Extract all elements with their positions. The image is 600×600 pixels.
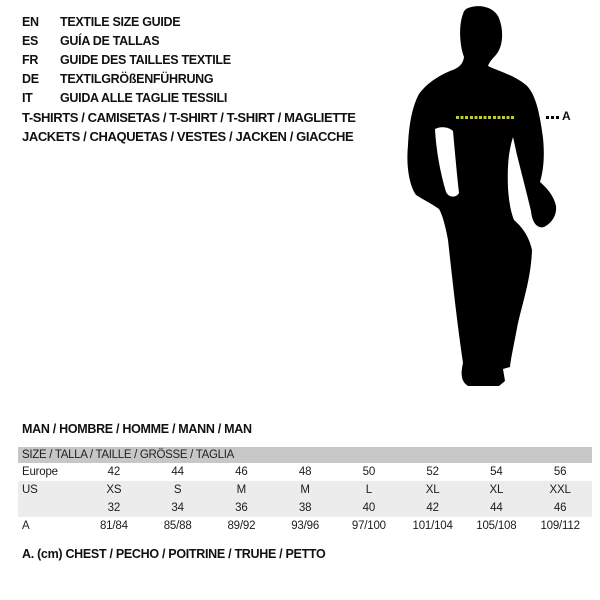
language-row-en (22, 12, 231, 31)
size-table-grid (18, 463, 592, 535)
category-list (22, 108, 356, 146)
measure-label-a: A (562, 109, 571, 123)
language-title: TEXTILGRÖßENFÜHRUNG (60, 71, 214, 86)
size-value: 109/112 (540, 520, 580, 532)
footnote-chest-measure: A. (cm) CHEST / PECHO / POITRINE / TRUHE / PETTO (22, 547, 326, 561)
size-value: L (337, 481, 401, 499)
size-value: 40 (337, 499, 401, 517)
language-row-it (22, 88, 231, 107)
section-label-man: MAN / HOMBRE / HOMME / MANN / MAN (22, 422, 252, 436)
size-value: 54 (490, 466, 503, 478)
row-label: A (22, 520, 30, 532)
language-list (22, 12, 231, 107)
row-label: Europe (22, 466, 58, 478)
size-value: 89/92 (227, 520, 256, 532)
size-value: 85/88 (163, 520, 192, 532)
size-value: 32 (82, 499, 146, 517)
chest-measure-dashed-line (456, 116, 516, 119)
size-value: 46 (235, 466, 248, 478)
size-value: 52 (426, 466, 439, 478)
size-value: XXL (528, 481, 592, 499)
language-code: IT (22, 90, 33, 105)
size-value: XS (82, 481, 146, 499)
size-value: XL (401, 481, 465, 499)
language-title: GUIDE DES TAILLES TEXTILE (60, 52, 231, 67)
size-value: M (273, 481, 337, 499)
category-tshirts: T-SHIRTS / CAMISETAS / T-SHIRT / T-SHIRT / MAGLIETTE (22, 110, 356, 125)
size-value: 38 (273, 499, 337, 517)
row-label: US (18, 481, 82, 499)
left-arm-gap (435, 127, 459, 196)
size-table (18, 447, 592, 535)
size-value: 48 (298, 466, 312, 478)
man-silhouette-body (407, 6, 556, 386)
size-value: 44 (465, 499, 529, 517)
size-value: 97/100 (351, 520, 386, 532)
category-jackets: JACKETS / CHAQUETAS / VESTES / JACKEN / GIACCHE (22, 129, 354, 144)
language-code: DE (22, 71, 39, 86)
measure-leader-dashes (546, 116, 559, 119)
size-value: 50 (362, 466, 376, 478)
size-value: S (146, 481, 210, 499)
language-row-de (22, 69, 231, 88)
language-row-fr (22, 50, 231, 69)
language-row-es (22, 31, 231, 50)
size-value: 44 (171, 466, 184, 478)
size-value: 81/84 (99, 520, 128, 532)
language-code: ES (22, 33, 39, 48)
size-value: 56 (553, 466, 567, 478)
size-value: M (210, 481, 274, 499)
language-code: EN (22, 14, 39, 29)
size-value: 42 (401, 499, 465, 517)
size-value: 93/96 (291, 520, 320, 532)
language-title: GUIDA ALLE TAGLIE TESSILI (60, 90, 228, 105)
language-title: GUÍA DE TALLAS (60, 33, 160, 48)
size-value: XL (465, 481, 529, 499)
size-table-header: SIZE / TALLA / TAILLE / GRÖSSE / TAGLIA (18, 447, 592, 463)
language-title: TEXTILE SIZE GUIDE (60, 14, 181, 29)
size-value: 36 (210, 499, 274, 517)
row-label (18, 499, 82, 517)
size-value: 101/104 (412, 520, 453, 532)
size-value: 46 (528, 499, 592, 517)
language-code: FR (22, 52, 39, 67)
size-value: 34 (146, 499, 210, 517)
size-value: 42 (107, 466, 121, 478)
size-value: 105/108 (476, 520, 517, 532)
